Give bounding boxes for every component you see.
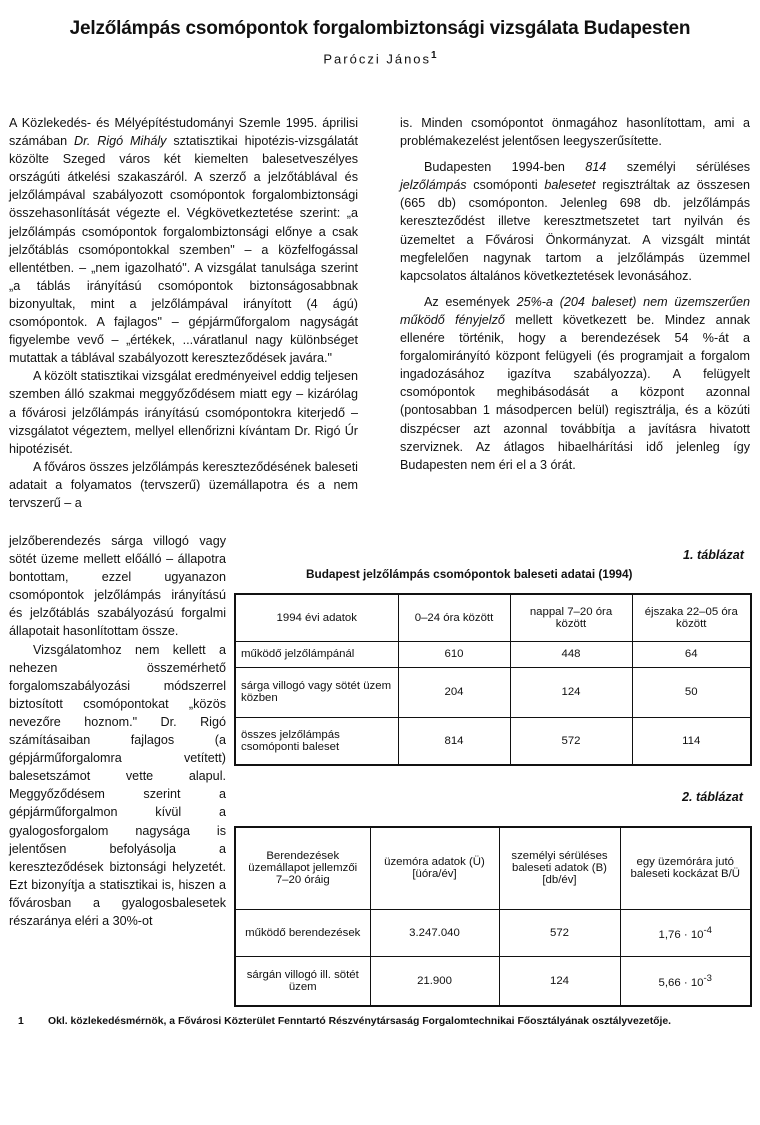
table-cell: 572 [499, 909, 620, 956]
right-paragraph-3: Az események 25%-a (204 baleset) nem üzemszerűen működő fényjelző mellett következett be. Mindez annak ellenére történik, hogy a berendezések 54 %-át a forgalomirányító központ felügyeli (és programjait a forgalom ingadozásához igazítva szabályozza). A felügyelt csomópontok meghibásodását a központ azonnal (pontosabban 1 másodpercen belül) regisztrálja, és a közúti diszpécser azt azonnal továbbítja a javításra hivatott szerviznek. Az átlagos hibaelhárítási idő jelenleg így Budapesten nem éri el a 3 órát. [400, 294, 750, 472]
right-paragraph-2: Budapesten 1994-ben 814 személyi sérüléses jelzőlámpás csomóponti balesetet regisztráltak az összesen (665 db) csomóponton. Jelenleg 698 db. jelzőlámpás kereszteződést illetve keresztmetszetet tart nyilván és üzemeltet a Fővárosi Önkormányzat. A vizsgált mintát megfelelően nagynak tartom a jelzőlámpás üzemmel kapcsolatos általános következtetések levonásához. [400, 160, 751, 283]
left-paragraph-1: A Közlekedés- és Mélyépítéstudományi Szemle 1995. áprilisi számában Dr. Rigó Mihály sztatisztikai hipotézis-vizsgálatát közölte Szeged város két kiemelten balesetveszélyes országúti átkelési szakaszáról. A szerző a jelzőtáblával és jelzőlámpával szabályozott csomópontok forgalombiztonsági összehasonlítását végezte el. Végkövetkeztetése szerint: „a jelzőlámpás csomópontok forgalombiztonsági előnye a csak jelzőtáblás csomópontokkal szemben" – a közfelfogással ellentétben. – „nem igazolható". A vizsgálat tanulsága szerint „a táblás irányítású csomópontok biztonságosabbnak bizonyultak, mint a jelzőlámpával irányított (4 ágú) csomópontok. A fajlagos" – gépjárműforgalom nagyságát figyelembe vevő – „értékek, ...váratlanul nagy különbséget mutattak a táblával szabályozott kereszteződések javára." [9, 116, 359, 366]
table-row [235, 667, 751, 717]
left-narrow-column [9, 532, 226, 930]
table-row [235, 956, 751, 1006]
table-cell: sárga villogó vagy sötét üzem közben [235, 667, 398, 717]
table-cell: 124 [510, 667, 632, 717]
table-row [235, 909, 751, 956]
accident-data-table [234, 593, 752, 766]
table-cell: 124 [499, 956, 620, 1006]
right-paragraph-1: is. Minden csomópontot önmagához hasonlítottam, ami a problémakezelést jelentősen leegyszerűsítette. [400, 116, 750, 149]
table-cell: 64 [632, 641, 751, 667]
left-paragraph-3-continued: jelzőberendezés sárga villogó vagy sötét üzeme mellett előálló – állapotra bontottam, ezzel ugyanazon csomópontok jelzőlámpás irányítású és jelzőtáblás szabályozású forgalmi állapotait hasonlítottam össze. [9, 534, 226, 639]
table-cell: összes jelzőlámpás csomóponti baleset [235, 717, 398, 765]
table-row [235, 717, 751, 765]
table1-caption: 1. táblázat [683, 548, 744, 562]
table1-header: 0–24 óra között [398, 594, 510, 641]
table2-header: üzemóra adatok (Ü) [üóra/év] [370, 827, 499, 909]
table-row [235, 641, 751, 667]
author-name: Paróczi János [323, 51, 432, 67]
author-reference: Dr. Rigó Mihály [74, 134, 167, 149]
table1-header: 1994 évi adatok [235, 594, 398, 641]
table1-title: Budapest jelzőlámpás csomópontok baleseti adatai (1994) [306, 567, 633, 581]
table-cell: 3.247.040 [370, 909, 499, 956]
table2-caption: 2. táblázat [682, 790, 743, 804]
left-column [9, 114, 358, 512]
table-cell: 448 [510, 641, 632, 667]
footnote-text: Okl. közlekedésmérnök, a Fővárosi Közterület Fenntartó Részvénytársaság Forgalomtechnikai Főosztályának osztályvezetője. [48, 1016, 672, 1027]
left-paragraph-4: Vizsgálatomhoz nem kellett a nehezen összemérhető forgalomszabályozási módszerrel biztosított csomópontokat „közös nevezőre hoznom." Dr. Rigó számításaiban fajlagos (a gépjárműforgalomra vetített) balesetszámot vette alapul. Meggyőződésem szerint a gépjárműforgalmon kívül a gyalogosforgalom nagysága is jelentősen befolyásolja a kereszteződések biztonsági helyzetét. Ezt bizonyítja a statisztikai is, hiszen a fővárosban a gyalogosbalesetek részaránya eléri a 30%-ot [9, 642, 226, 928]
table-cell: 814 [398, 717, 510, 765]
table-cell: 21.900 [370, 956, 499, 1006]
table-cell: működő berendezések [235, 909, 370, 956]
table-cell: 50 [632, 667, 751, 717]
footnote [18, 1016, 671, 1027]
table-cell: 114 [632, 717, 751, 765]
author-line [0, 50, 760, 66]
table-cell: sárgán villogó ill. sötét üzem [235, 956, 370, 1006]
footnote-number: 1 [18, 1016, 24, 1027]
author-footnote-mark: 1 [431, 50, 437, 61]
table2-header: egy üzemórára jutó baleseti kockázat B/Ü [620, 827, 751, 909]
table2-header: Berendezések üzemállapot jellemzői 7–20 óráig [235, 827, 370, 909]
risk-data-table [234, 826, 752, 1007]
article-title: Jelzőlámpás csomópontok forgalombiztonsági vizsgálata Budapesten [69, 18, 691, 39]
table-cell: $5,66 \cdot 10^{-3}$ [620, 956, 751, 1006]
table-cell: működő jelzőlámpánál [235, 641, 398, 667]
table-cell: 610 [398, 641, 510, 667]
left-paragraph-3: A főváros összes jelzőlámpás kereszteződésének baleseti adatait a folyamatos (tervszerű) üzemállapotra és a nem tervszerű – a [9, 459, 358, 510]
table2-header: személyi sérüléses baleseti adatok (B) [db/év] [499, 827, 620, 909]
table-cell: 572 [510, 717, 632, 765]
table1-header: nappal 7–20 óra között [510, 594, 632, 641]
table-cell: 204 [398, 667, 510, 717]
table-cell: $1,76 \cdot 10^{-4}$ [620, 909, 751, 956]
left-paragraph-2: A közölt statisztikai vizsgálat eredményeivel eddig teljesen szemben álló szakmai meggyőződésem miatt egy – kizárólag a fővárosi jelzőlámpás irányítású csomópontokra kiterjedő – vizsgálatot végeztem, mellyel ellenőrizni kívántam Dr. Rigó Úr hipotézisét. [9, 369, 358, 456]
table1-header: éjszaka 22–05 óra között [632, 594, 751, 641]
right-column [400, 114, 750, 474]
